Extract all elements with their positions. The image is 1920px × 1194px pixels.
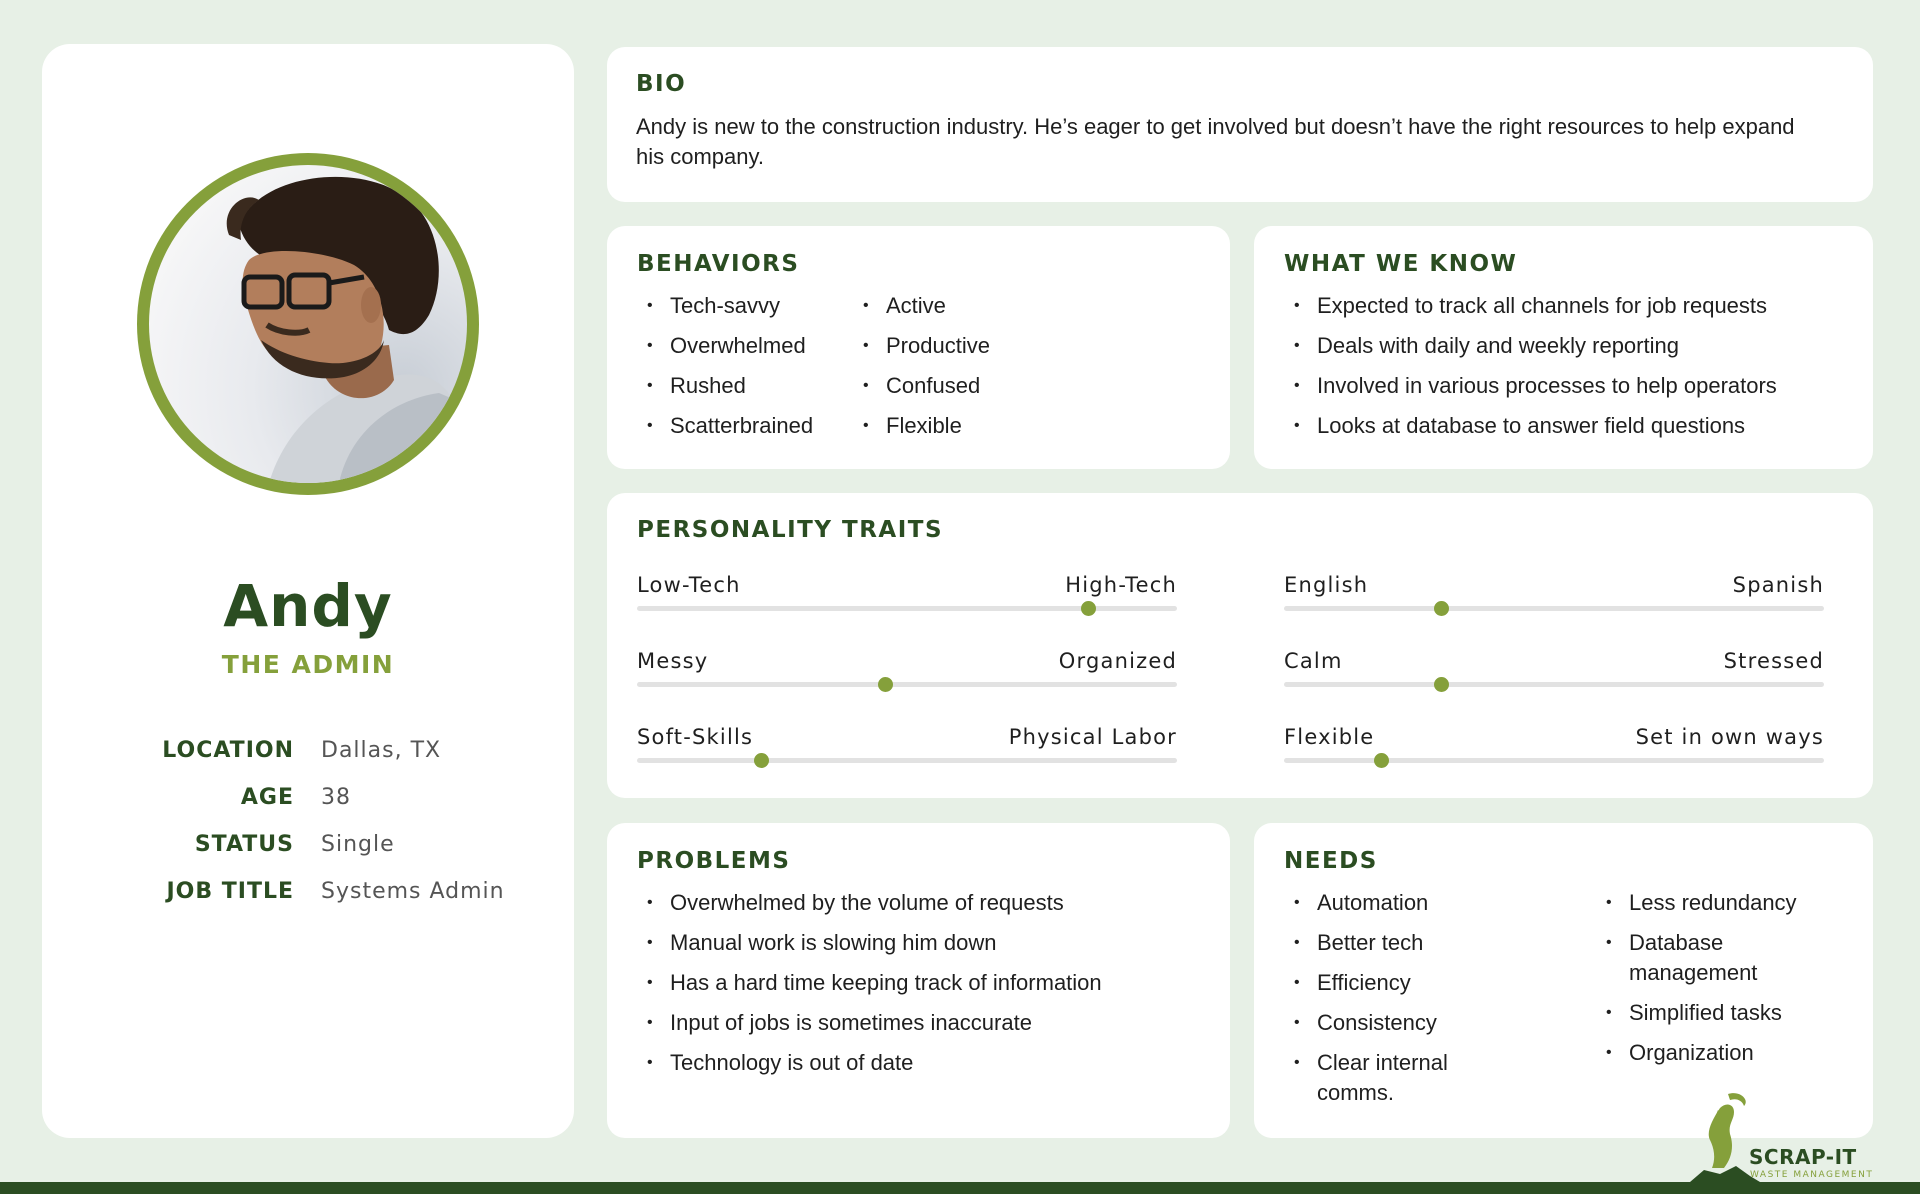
list-item: • Simplified tasks (1596, 998, 1826, 1028)
list-item: • Technology is out of date (637, 1048, 1102, 1078)
trait-left-label: Low-Tech (637, 573, 741, 597)
trait-left-label: Messy (637, 649, 709, 673)
list-item: • Scatterbrained (637, 411, 813, 441)
info-label: STATUS (194, 832, 294, 857)
bio-text: Andy is new to the construction industry. He’s eager to get involved but doesn’t have the right resources to help expand his company. (636, 114, 1795, 169)
trait-right-label: Spanish (1732, 573, 1824, 597)
trait-right-label: High-Tech (1065, 573, 1177, 597)
trait-knob (1081, 601, 1096, 616)
traits-title: PERSONALITY TRAITS (637, 517, 944, 543)
behaviors-list-2 (853, 291, 990, 451)
list-item: • Rushed (637, 371, 813, 401)
person-illustration (149, 165, 467, 483)
list-item: • Productive (853, 331, 990, 361)
info-value: 38 (321, 785, 351, 810)
list-item: • Looks at database to answer field questions (1284, 411, 1777, 441)
list-item: • Expected to track all channels for job requests (1284, 291, 1777, 321)
problems-card (607, 823, 1230, 1138)
what-we-know-card (1254, 226, 1873, 469)
list-item: • Overwhelmed (637, 331, 813, 361)
profile-card (42, 44, 574, 1138)
list-item: • Automation (1284, 888, 1504, 918)
logo-tagline: WASTE MANAGEMENT (1750, 1170, 1874, 1180)
logo-wordmark: SCRAP-IT (1749, 1145, 1857, 1169)
trait-track (637, 758, 1177, 763)
trait-track (637, 606, 1177, 611)
what-we-know-title: WHAT WE KNOW (1284, 251, 1518, 277)
trait-slider-tech (637, 573, 1177, 633)
trait-slider-skills (637, 725, 1177, 785)
bio-title: BIO (636, 71, 687, 97)
list-item: • Consistency (1284, 1008, 1504, 1038)
list-item: • Active (853, 291, 990, 321)
list-item: • Overwhelmed by the volume of requests (637, 888, 1102, 918)
list-item: • Clear internal comms. (1284, 1048, 1504, 1108)
trait-track (1284, 682, 1824, 687)
info-value: Dallas, TX (321, 738, 442, 763)
trait-knob (1434, 601, 1449, 616)
trait-slider-flexibility (1284, 725, 1824, 785)
list-item: • Manual work is slowing him down (637, 928, 1102, 958)
trait-track (1284, 606, 1824, 611)
info-job-title (42, 879, 574, 919)
list-item: • Flexible (853, 411, 990, 441)
trait-left-label: Flexible (1284, 725, 1375, 749)
what-we-know-list (1284, 291, 1777, 451)
behaviors-list-1 (637, 291, 813, 451)
info-status (42, 832, 574, 872)
trait-left-label: English (1284, 573, 1369, 597)
problems-list (637, 888, 1102, 1088)
list-item: • Deals with daily and weekly reporting (1284, 331, 1777, 361)
avatar (137, 153, 479, 495)
info-age (42, 785, 574, 825)
trait-slider-stress (1284, 649, 1824, 709)
persona-role: THE ADMIN (221, 650, 395, 679)
trait-track (637, 682, 1177, 687)
list-item: • Database management (1596, 928, 1826, 988)
info-label: LOCATION (162, 738, 294, 763)
needs-list-1 (1284, 888, 1504, 1118)
list-item: • Better tech (1284, 928, 1504, 958)
persona-name: Andy (223, 572, 393, 640)
needs-list-2 (1596, 888, 1826, 1078)
trait-knob (878, 677, 893, 692)
bio-card (607, 47, 1873, 202)
trait-knob (754, 753, 769, 768)
list-item: • Tech-savvy (637, 291, 813, 321)
behaviors-title: BEHAVIORS (637, 251, 800, 277)
list-item: • Efficiency (1284, 968, 1504, 998)
trait-right-label: Set in own ways (1635, 725, 1824, 749)
info-value: Single (321, 832, 395, 857)
trait-track (1284, 758, 1824, 763)
trait-knob (1374, 753, 1389, 768)
list-item: • Has a hard time keeping track of information (637, 968, 1102, 998)
needs-title: NEEDS (1284, 848, 1378, 874)
list-item: • Less redundancy (1596, 888, 1826, 918)
personality-traits-card (607, 493, 1873, 798)
behaviors-card (607, 226, 1230, 469)
trait-left-label: Soft-Skills (637, 725, 754, 749)
list-item: • Confused (853, 371, 990, 401)
trait-slider-organization (637, 649, 1177, 709)
info-label: JOB TITLE (166, 879, 294, 904)
trait-knob (1434, 677, 1449, 692)
list-item: • Organization (1596, 1038, 1826, 1068)
problems-title: PROBLEMS (637, 848, 791, 874)
info-label: AGE (240, 785, 294, 810)
trait-left-label: Calm (1284, 649, 1343, 673)
info-location (42, 738, 574, 778)
trait-slider-language (1284, 573, 1824, 633)
trait-right-label: Organized (1058, 649, 1177, 673)
list-item: • Involved in various processes to help operators (1284, 371, 1777, 401)
info-value: Systems Admin (321, 879, 505, 904)
profile-photo (149, 165, 467, 483)
list-item: • Input of jobs is sometimes inaccurate (637, 1008, 1102, 1038)
trait-right-label: Stressed (1723, 649, 1824, 673)
footer-bar (0, 1182, 1920, 1194)
trait-right-label: Physical Labor (1008, 725, 1177, 749)
scrap-it-logo (1690, 1090, 1890, 1182)
